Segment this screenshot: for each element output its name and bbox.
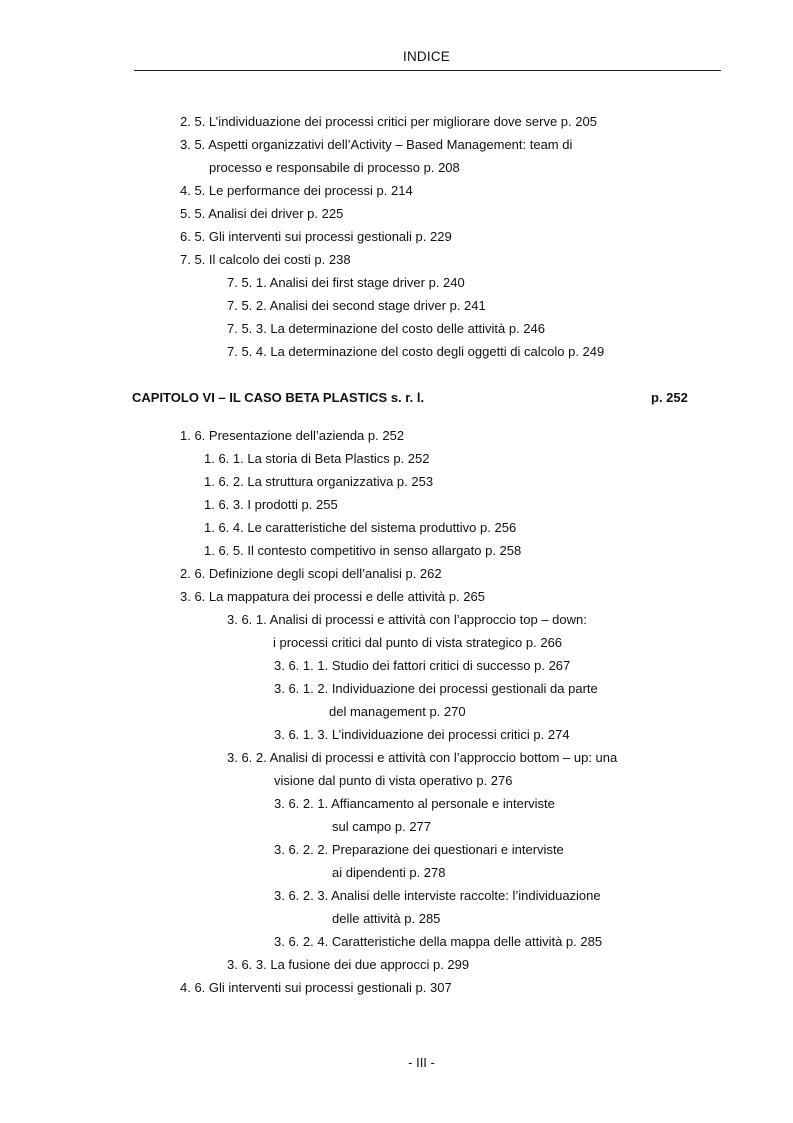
toc-subentry: 1. 6. 5. Il contesto competitivo in senso allargato p. 258 xyxy=(204,543,522,558)
toc-entry: 6. 5. Gli interventi sui processi gestionali p. 229 xyxy=(180,229,452,244)
toc-subentry: 3. 6. 1. Analisi di processi e attività con l’approccio top – down: xyxy=(227,612,587,627)
page-header-title: INDICE xyxy=(403,49,450,64)
toc-subsubentry: 3. 6. 1. 2. Individuazione dei processi gestionali da parte xyxy=(274,681,598,696)
toc-subentry: 1. 6. 3. I prodotti p. 255 xyxy=(204,497,338,512)
chapter-title: CAPITOLO VI – IL CASO BETA PLASTICS s. r. l. xyxy=(132,390,425,405)
toc-entry-continuation: i processi critici dal punto di vista strategico p. 266 xyxy=(273,635,563,650)
toc-subsubentry: 3. 6. 1. 3. L’individuazione dei processi critici p. 274 xyxy=(274,727,570,742)
toc-entry: 1. 6. Presentazione dell’azienda p. 252 xyxy=(180,428,405,443)
toc-subentry: 7. 5. 4. La determinazione del costo degli oggetti di calcolo p. 249 xyxy=(227,344,605,359)
page-number: - III - xyxy=(408,1055,435,1070)
chapter-page-number: p. 252 xyxy=(651,390,688,405)
toc-entry-continuation: processo e responsabile di processo p. 208 xyxy=(209,160,460,175)
toc-entry-continuation: visione dal punto di vista operativo p. 276 xyxy=(274,773,513,788)
toc-entry: 7. 5. Il calcolo dei costi p. 238 xyxy=(180,252,351,267)
toc-subentry: 3. 6. 2. Analisi di processi e attività con l’approccio bottom – up: una xyxy=(227,750,618,765)
toc-entry-continuation: sul campo p. 277 xyxy=(332,819,432,834)
toc-entry: 3. 5. Aspetti organizzativi dell’Activity – Based Management: team di xyxy=(180,137,573,152)
toc-entry-continuation: ai dipendenti p. 278 xyxy=(332,865,446,880)
toc-subentry: 1. 6. 4. Le caratteristiche del sistema produttivo p. 256 xyxy=(204,520,517,535)
toc-subsubentry: 3. 6. 2. 4. Caratteristiche della mappa delle attività p. 285 xyxy=(274,934,603,949)
toc-entry-continuation: del management p. 270 xyxy=(329,704,466,719)
toc-subsubentry: 3. 6. 2. 1. Affiancamento al personale e interviste xyxy=(274,796,555,811)
toc-subsubentry: 3. 6. 2. 3. Analisi delle interviste raccolte: l’individuazione xyxy=(274,888,601,903)
toc-subsubentry: 3. 6. 2. 2. Preparazione dei questionari e interviste xyxy=(274,842,564,857)
toc-entry-continuation: delle attività p. 285 xyxy=(332,911,441,926)
toc-subentry: 1. 6. 2. La struttura organizzativa p. 253 xyxy=(204,474,434,489)
toc-subsubentry: 3. 6. 1. 1. Studio dei fattori critici di successo p. 267 xyxy=(274,658,571,673)
toc-entry: 5. 5. Analisi dei driver p. 225 xyxy=(180,206,344,221)
toc-subentry: 7. 5. 2. Analisi dei second stage driver p. 241 xyxy=(227,298,486,313)
toc-subentry: 1. 6. 1. La storia di Beta Plastics p. 252 xyxy=(204,451,430,466)
toc-subentry: 3. 6. 3. La fusione dei due approcci p. 299 xyxy=(227,957,470,972)
header-divider xyxy=(134,70,721,71)
toc-subentry: 7. 5. 3. La determinazione del costo delle attività p. 246 xyxy=(227,321,545,336)
toc-entry: 2. 6. Definizione degli scopi dell’analisi p. 262 xyxy=(180,566,442,581)
toc-entry: 4. 6. Gli interventi sui processi gestionali p. 307 xyxy=(180,980,452,995)
toc-entry: 2. 5. L’individuazione dei processi critici per migliorare dove serve p. 205 xyxy=(180,114,597,129)
toc-entry: 4. 5. Le performance dei processi p. 214 xyxy=(180,183,413,198)
toc-subentry: 7. 5. 1. Analisi dei first stage driver p. 240 xyxy=(227,275,465,290)
toc-entry: 3. 6. La mappatura dei processi e delle attività p. 265 xyxy=(180,589,485,604)
